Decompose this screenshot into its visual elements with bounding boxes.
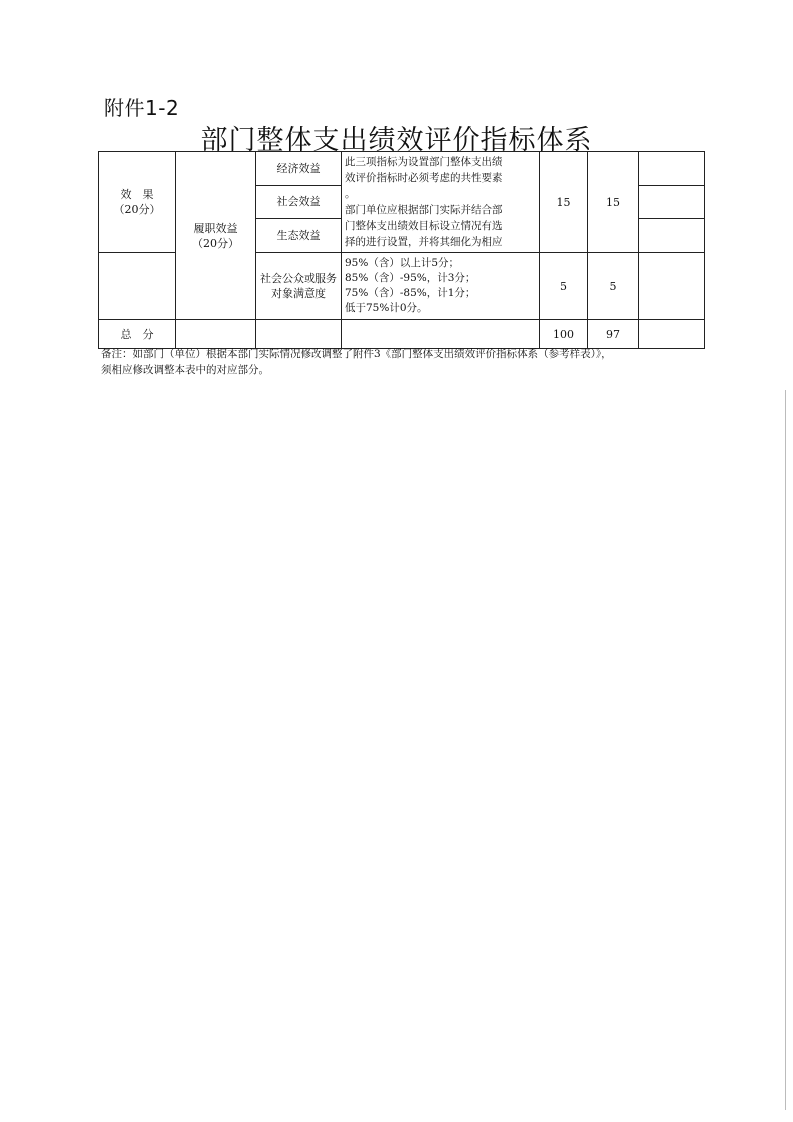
weight-cell: 5 — [540, 253, 588, 320]
level3-economic: 经济效益 — [256, 152, 342, 186]
level1-score: （20分） — [113, 203, 161, 216]
description-line: 效评价指标时必须考虑的共性要素 — [345, 172, 503, 184]
score-cell: 15 — [588, 152, 639, 253]
indicator-table — [98, 151, 705, 349]
level2-cell — [176, 152, 256, 320]
total-score: 97 — [588, 320, 639, 349]
table-row — [99, 152, 705, 186]
blank-cell — [256, 320, 342, 349]
footnote-line: 须相应修改调整本表中的对应部分。 — [101, 364, 269, 376]
blank-cell — [342, 320, 540, 349]
footnote-line: 备注：如部门（单位）根据本部门实际情况修改调整了附件3《部门整体支出绩效评价指标体系（参考样表）》， — [101, 348, 612, 360]
description-line: 低于75%计0分。 — [345, 302, 428, 314]
level3-ecological: 生态效益 — [256, 219, 342, 253]
level2-score: （20分） — [192, 236, 239, 250]
level1-cell — [99, 152, 176, 253]
description-line: 此三项指标为设置部门整体支出绩 — [345, 156, 503, 168]
blank-cell — [639, 219, 705, 253]
score-cell: 5 — [588, 253, 639, 320]
description-satisfaction — [342, 253, 540, 320]
description-common — [342, 152, 540, 253]
level3-satisfaction: 社会公众或服务对象满意度 — [256, 253, 342, 320]
blank-cell — [176, 320, 256, 349]
description-line: 85%（含）-95%，计3分； — [345, 272, 476, 284]
description-line: 门整体支出绩效目标设立情况有选 — [345, 220, 503, 232]
blank-cell — [639, 152, 705, 186]
blank-cell — [639, 253, 705, 320]
footnote — [101, 346, 612, 378]
level3-social: 社会效益 — [256, 185, 342, 219]
description-line: 95%（含）以上计5分； — [345, 257, 460, 269]
weight-cell: 15 — [540, 152, 588, 253]
blank-cell — [639, 320, 705, 349]
description-line: 部门单位应根据部门实际并结合部 — [345, 204, 503, 216]
description-line: 。 — [345, 188, 356, 200]
attachment-label: 附件1-2 — [104, 96, 180, 120]
total-label: 总 分 — [99, 320, 176, 349]
level1-name: 效 果 — [120, 188, 154, 201]
description-line: 75%（含）-85%，计1分； — [345, 287, 476, 299]
table-row — [99, 320, 705, 349]
blank-cell — [99, 253, 176, 320]
total-weight: 100 — [540, 320, 588, 349]
description-line: 择的进行设置，并将其细化为相应 — [345, 236, 503, 248]
level2-name: 履职效益 — [193, 221, 238, 235]
blank-cell — [639, 185, 705, 219]
page-title: 部门整体支出绩效评价指标体系 — [200, 125, 593, 156]
scan-edge-line — [785, 390, 786, 1110]
